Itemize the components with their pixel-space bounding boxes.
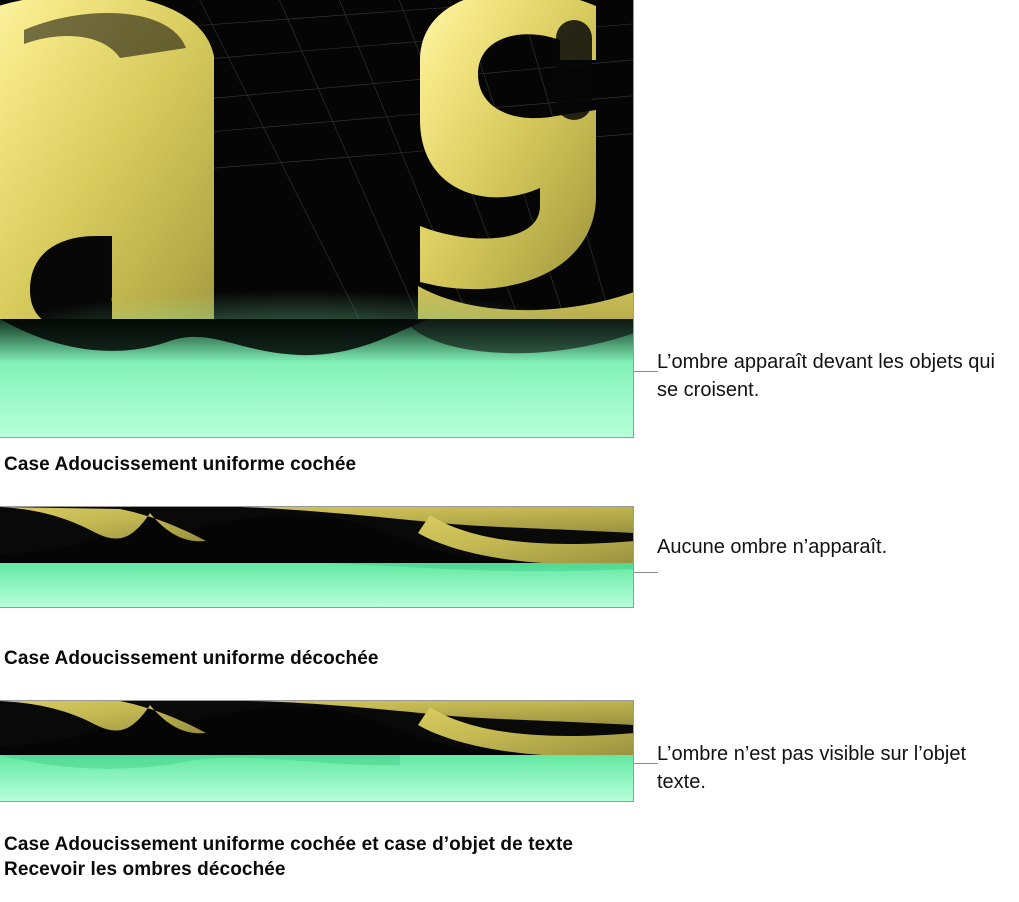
panel3-ground-glow-icon — [0, 755, 634, 801]
figure-panel-smooth-shadows-off — [0, 506, 634, 608]
figure-caption-3: Case Adoucissement uniforme cochée et case d’objet de texte Recevoir les ombres décochée — [4, 834, 574, 881]
panel2-ground-plane — [0, 563, 633, 607]
figure-caption-1: Case Adoucissement uniforme cochée — [4, 454, 357, 475]
callout-text-1: L’ombre apparaît devant les objets qui se croisent. — [657, 351, 995, 402]
callout-text-3: L’ombre n’est pas visible sur l’objet texte. — [657, 743, 967, 794]
leader-line-2 — [634, 572, 658, 573]
figure-caption-2: Case Adoucissement uniforme décochée — [4, 648, 379, 669]
leader-line-1 — [634, 371, 658, 372]
figure-panel-smooth-shadows-on — [0, 0, 634, 438]
panel1-ground-shadow-shape-icon — [0, 319, 634, 437]
panel2-ground-edge-icon — [0, 563, 634, 607]
callout-text-2: Aucune ombre n’apparaît. — [657, 536, 888, 558]
panel3-ground-plane — [0, 755, 633, 801]
figure-panel-text-object-no-shadows — [0, 700, 634, 802]
panel1-ground-plane — [0, 319, 633, 437]
leader-line-3 — [634, 763, 658, 764]
